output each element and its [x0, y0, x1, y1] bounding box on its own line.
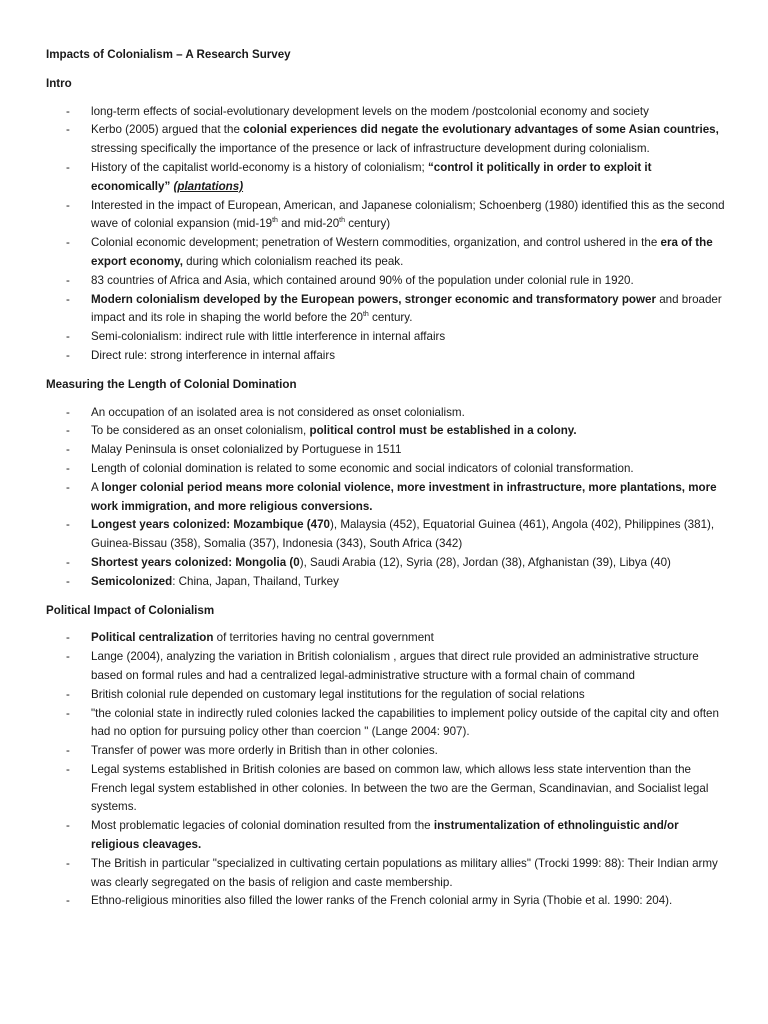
section-heading-political: Political Impact of Colonialism: [46, 603, 215, 617]
document-title: Impacts of Colonialism – A Research Survey: [46, 48, 291, 61]
list-item: - Modern colonialism developed by the European powers, stronger economic and transformatory power and broader impact and its role in shaping the world before the 20th century.: [66, 292, 722, 325]
list-item: - Interested in the impact of European, American, and Japanese colonialism; Schoenberg (1980) identified this as the second wave of colonial expansion (mid-19th and mid-20th century): [66, 198, 725, 231]
list-item: - Transfer of power was more orderly in British than in other colonies.: [66, 744, 438, 758]
list-item: - Colonial economic development; penetration of Western commodities, organization, and control ushered in the era of the export economy, during which colonialism reached its peak.: [66, 236, 713, 268]
list-item: - Semi-colonialism: indirect rule with little interference in internal affairs: [66, 330, 446, 344]
list-item: - Kerbo (2005) argued that the colonial experiences did negate the evolutionary advantages of some Asian countries, stressing specifically the importance of the presence or lack of infrastructure development during colonialism.: [66, 123, 719, 156]
list-item: - Most problematic legacies of colonial domination resulted from the instrumentalization of ethnolinguistic and/or religious cleavages.: [66, 819, 679, 852]
list-item: - History of the capitalist world-economy is a history of colonialism; “control it politically in order to exploit it economically” (plantations): [66, 160, 652, 193]
list-item: - Length of colonial domination is related to some economic and social indicators of colonial transformation.: [66, 461, 634, 475]
list-item: - Lange (2004), analyzing the variation in British colonialism , argues that direct rule provided an administrative structure based on formal rules and had a centralized legal-administrative structure with a formal chain of command: [66, 650, 699, 682]
list-item: - A longer colonial period means more colonial violence, more investment in infrastructure, more plantations, more work immigration, and more religious conversions.: [66, 480, 717, 513]
list-item: - Malay Peninsula is onset colonialized by Portuguese in 1511: [66, 443, 402, 457]
list-item: - British colonial rule depended on customary legal institutions for the regulation of social relations: [66, 687, 585, 701]
list-item: - Ethno-religious minorities also filled the lower ranks of the French colonial army in Syria (Thobie et al. 1990: 204).: [66, 894, 673, 908]
list-item: - Shortest years colonized: Mongolia (0), Saudi Arabia (12), Syria (28), Jordan (38), Afghanistan (39), Libya (40): [66, 555, 671, 569]
list-item: - Semicolonized: China, Japan, Thailand, Turkey: [66, 574, 339, 588]
list-item: - long-term effects of social-evolutionary development levels on the modem /postcolonial economy and society: [66, 104, 649, 118]
list-item: - Longest years colonized: Mozambique (470), Malaysia (452), Equatorial Guinea (461), Angola (402), Philippines (381), Guinea-Bissau (358), Somalia (357), Indonesia (343), South Africa (342): [66, 518, 715, 551]
section-heading-measuring: Measuring the Length of Colonial Domination: [46, 377, 297, 391]
list-item: - Legal systems established in British colonies are based on common law, which allows less state intervention than the French legal system established in other colonies. In between the two are the German, Scandinavian, and Socialist legal systems.: [66, 762, 709, 814]
list-item: - Direct rule: strong interference in internal affairs: [66, 348, 336, 362]
list-item: - To be considered as an onset colonialism, political control must be established in a colony.: [66, 424, 577, 438]
measuring-list: [46, 404, 726, 592]
list-item: - "the colonial state in indirectly ruled colonies lacked the capabilities to implement policy outside of the capital city and often had no option for pursuing policy other than coercion " (Lange 2004: 907).: [66, 706, 719, 739]
document-body: [46, 46, 726, 911]
section-heading-intro: Intro: [46, 76, 72, 90]
intro-list: [46, 103, 726, 366]
list-item: - 83 countries of Africa and Asia, which contained around 90% of the population under colonial rule in 1920.: [66, 273, 634, 287]
list-item: - Political centralization of territories having no central government: [66, 631, 434, 645]
list-item: - The British in particular "specialized in cultivating certain populations as military allies" (Trocki 1999: 88): Their Indian army was clearly segregated on the basis of religion and caste membership.: [66, 856, 718, 889]
political-list: [46, 629, 726, 911]
list-item: - An occupation of an isolated area is not considered as onset colonialism.: [66, 405, 465, 419]
plantations-emphasis: (plantations): [173, 179, 244, 193]
